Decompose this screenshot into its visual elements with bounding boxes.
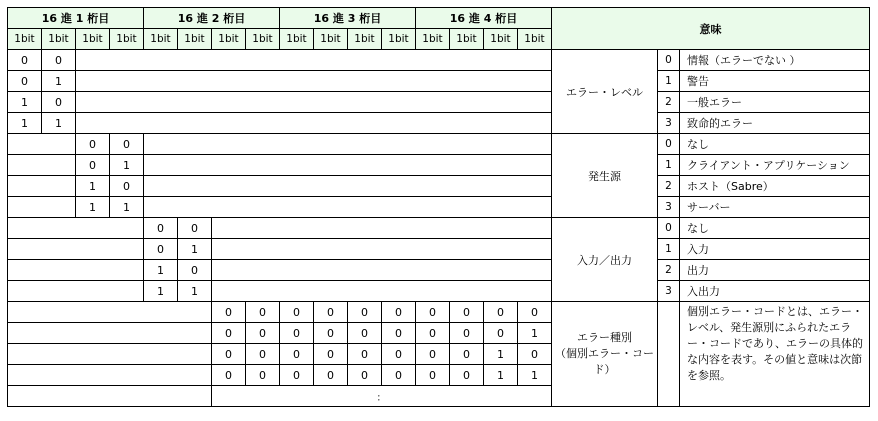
- bit-cell: 0: [8, 71, 42, 92]
- bit-cell: 0: [348, 302, 382, 323]
- bit-cell: 0: [178, 260, 212, 281]
- bit-cell: 0: [42, 92, 76, 113]
- code-cell: 0: [658, 218, 680, 239]
- bit-cell: 0: [110, 134, 144, 155]
- meaning-cell: なし: [680, 218, 870, 239]
- bit-cell: 0: [450, 344, 484, 365]
- bit-cell: 1: [42, 113, 76, 134]
- bit-label: 1bit: [110, 29, 144, 50]
- bit-label: 1bit: [76, 29, 110, 50]
- bit-cell: 0: [8, 50, 42, 71]
- bit-cell: 0: [348, 365, 382, 386]
- bit-cell: 1: [178, 281, 212, 302]
- bit-cell: 0: [280, 302, 314, 323]
- blank-cell: [8, 134, 76, 155]
- code-cell: 1: [658, 239, 680, 260]
- level-row: [8, 92, 870, 113]
- level-row: [8, 113, 870, 134]
- bit-cell: 0: [144, 239, 178, 260]
- bit-cell: 0: [348, 323, 382, 344]
- category-error-type: [552, 302, 658, 407]
- io-row: [8, 218, 870, 239]
- bit-cell: 0: [416, 302, 450, 323]
- bit-cell: 1: [42, 71, 76, 92]
- meaning-cell: 出力: [680, 260, 870, 281]
- blank-cell: [8, 302, 212, 323]
- bit-cell: 1: [144, 260, 178, 281]
- code-cell: 2: [658, 92, 680, 113]
- bit-cell: 0: [450, 365, 484, 386]
- bit-cell: 1: [110, 155, 144, 176]
- bit-cell: 0: [246, 302, 280, 323]
- blank-cell: [144, 176, 552, 197]
- blank-cell: [8, 386, 212, 407]
- blank-cell: [212, 239, 552, 260]
- source-row: [8, 176, 870, 197]
- level-row: [8, 50, 870, 71]
- bit-label: 1bit: [416, 29, 450, 50]
- bit-label: 1bit: [42, 29, 76, 50]
- header-row-digits: [8, 8, 870, 29]
- blank-cell: [212, 281, 552, 302]
- code-cell: 2: [658, 176, 680, 197]
- bit-cell: 0: [76, 134, 110, 155]
- meaning-cell: クライアント・アプリケーション: [680, 155, 870, 176]
- error-type-description: 個別エラー・コードとは、エラー・レベル、発生源別にふられたエラー・コードであり、エラーの具体的な内容を表す。その値と意味は次節を参照。: [680, 302, 870, 407]
- bit-cell: 0: [382, 365, 416, 386]
- etype-row: [8, 302, 870, 323]
- bit-cell: 0: [246, 365, 280, 386]
- io-row: [8, 239, 870, 260]
- bit-label: 1bit: [484, 29, 518, 50]
- blank-cell: [8, 281, 144, 302]
- blank-cell: [76, 92, 552, 113]
- bit-label: 1bit: [382, 29, 416, 50]
- blank-cell: [144, 155, 552, 176]
- meaning-cell: ホスト（Sabre）: [680, 176, 870, 197]
- bit-label: 1bit: [518, 29, 552, 50]
- code-cell: 3: [658, 281, 680, 302]
- bit-cell: 1: [518, 323, 552, 344]
- category-source: 発生源: [552, 134, 658, 218]
- blank-cell: [76, 50, 552, 71]
- meaning-cell: 情報（エラーでない ）: [680, 50, 870, 71]
- code-cell: 0: [658, 134, 680, 155]
- bit-cell: 1: [484, 365, 518, 386]
- header-meaning: 意味: [552, 8, 870, 50]
- bit-cell: 0: [314, 323, 348, 344]
- blank-cell: [212, 260, 552, 281]
- bit-label: 1bit: [246, 29, 280, 50]
- bit-cell: 0: [416, 323, 450, 344]
- blank-cell: [8, 218, 144, 239]
- blank-cell: [8, 155, 76, 176]
- bit-label: 1bit: [212, 29, 246, 50]
- bit-cell: 0: [280, 365, 314, 386]
- code-cell: 0: [658, 50, 680, 71]
- bit-cell: 0: [348, 344, 382, 365]
- bit-cell: 0: [144, 218, 178, 239]
- bit-label: 1bit: [178, 29, 212, 50]
- bit-cell: 0: [212, 365, 246, 386]
- meaning-cell: サーバー: [680, 197, 870, 218]
- bit-label: 1bit: [314, 29, 348, 50]
- header-digit-4: 16 進 4 桁目: [416, 8, 552, 29]
- category-error-level: エラー・レベル: [552, 50, 658, 134]
- bit-label: 1bit: [280, 29, 314, 50]
- bit-cell: 0: [382, 302, 416, 323]
- header-digit-3: 16 進 3 桁目: [280, 8, 416, 29]
- blank-code-cell: [658, 302, 680, 407]
- source-row: [8, 197, 870, 218]
- bit-cell: 0: [450, 302, 484, 323]
- bit-cell: 0: [246, 323, 280, 344]
- bit-cell: 0: [178, 218, 212, 239]
- bit-cell: 0: [382, 323, 416, 344]
- ellipsis-cell: ：: [212, 386, 552, 407]
- level-row: [8, 71, 870, 92]
- bit-cell: 0: [382, 344, 416, 365]
- code-cell: 2: [658, 260, 680, 281]
- bit-cell: 1: [76, 197, 110, 218]
- code-cell: 3: [658, 113, 680, 134]
- bit-cell: 0: [212, 344, 246, 365]
- bit-cell: 1: [110, 197, 144, 218]
- blank-cell: [212, 218, 552, 239]
- meaning-cell: 警告: [680, 71, 870, 92]
- bit-cell: 0: [110, 176, 144, 197]
- bit-cell: 0: [280, 344, 314, 365]
- bit-cell: 0: [314, 344, 348, 365]
- bit-cell: 1: [8, 113, 42, 134]
- meaning-cell: 致命的エラー: [680, 113, 870, 134]
- blank-cell: [76, 113, 552, 134]
- blank-cell: [8, 365, 212, 386]
- bit-cell: 1: [518, 365, 552, 386]
- bit-cell: 0: [484, 323, 518, 344]
- bit-cell: 0: [450, 323, 484, 344]
- bit-cell: 1: [178, 239, 212, 260]
- category-error-type-line1: エラー種別: [577, 331, 632, 344]
- bit-cell: 1: [8, 92, 42, 113]
- bit-cell: 0: [314, 365, 348, 386]
- io-row: [8, 281, 870, 302]
- category-error-type-line2: （個別エラー・コード）: [555, 347, 654, 376]
- bit-label: 1bit: [8, 29, 42, 50]
- meaning-cell: 入出力: [680, 281, 870, 302]
- blank-cell: [144, 134, 552, 155]
- category-input-output: 入力／出力: [552, 218, 658, 302]
- header-digit-1: 16 進 1 桁目: [8, 8, 144, 29]
- meaning-cell: なし: [680, 134, 870, 155]
- blank-cell: [8, 260, 144, 281]
- bit-label: 1bit: [450, 29, 484, 50]
- bit-cell: 0: [484, 302, 518, 323]
- error-code-bit-table: [7, 7, 870, 407]
- bit-cell: 0: [314, 302, 348, 323]
- bit-label: 1bit: [348, 29, 382, 50]
- header-digit-2: 16 進 2 桁目: [144, 8, 280, 29]
- blank-cell: [76, 71, 552, 92]
- source-row: [8, 134, 870, 155]
- io-row: [8, 260, 870, 281]
- bit-cell: 0: [76, 155, 110, 176]
- bit-cell: 0: [416, 365, 450, 386]
- meaning-cell: 入力: [680, 239, 870, 260]
- blank-cell: [8, 176, 76, 197]
- bit-cell: 0: [212, 302, 246, 323]
- bit-label: 1bit: [144, 29, 178, 50]
- bit-cell: 0: [212, 323, 246, 344]
- bit-cell: 0: [518, 302, 552, 323]
- bit-cell: 0: [42, 50, 76, 71]
- code-cell: 3: [658, 197, 680, 218]
- code-cell: 1: [658, 71, 680, 92]
- source-row: [8, 155, 870, 176]
- code-cell: 1: [658, 155, 680, 176]
- bit-cell: 1: [484, 344, 518, 365]
- bit-cell: 0: [518, 344, 552, 365]
- blank-cell: [8, 323, 212, 344]
- meaning-cell: 一般エラー: [680, 92, 870, 113]
- bit-cell: 0: [280, 323, 314, 344]
- blank-cell: [8, 344, 212, 365]
- bit-cell: 1: [76, 176, 110, 197]
- blank-cell: [8, 239, 144, 260]
- bit-cell: 0: [246, 344, 280, 365]
- bit-cell: 0: [416, 344, 450, 365]
- blank-cell: [144, 197, 552, 218]
- blank-cell: [8, 197, 76, 218]
- bit-cell: 1: [144, 281, 178, 302]
